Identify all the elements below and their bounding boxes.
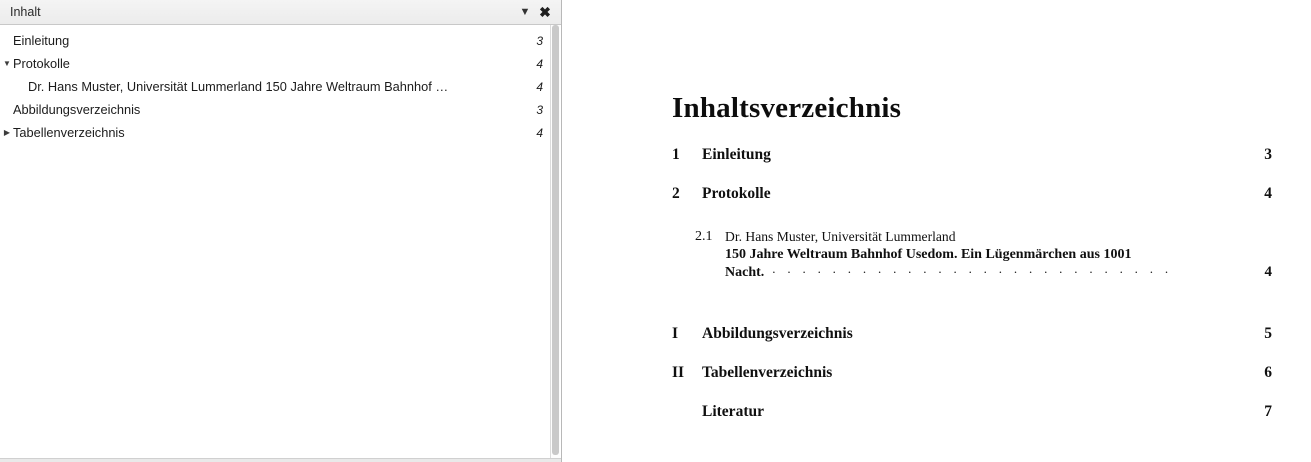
toc-subentry-body xyxy=(725,229,1272,281)
outline-item-page: 3 xyxy=(536,102,543,117)
toc-entry-page: 4 xyxy=(1264,185,1272,202)
toc-entry-abbildungsverzeichnis[interactable] xyxy=(672,325,1272,343)
toc-subentry-title-line2 xyxy=(725,261,1272,281)
sidebar-scrollbar-thumb[interactable] xyxy=(552,25,559,455)
outline-item-page: 4 xyxy=(536,79,543,94)
document-view[interactable] xyxy=(562,0,1311,462)
toc-entry-page: 3 xyxy=(1264,146,1272,163)
toc-entry-label: Literatur xyxy=(702,403,764,420)
outline-item-abbildungsverzeichnis[interactable] xyxy=(0,98,561,121)
toc-entry-number: 2 xyxy=(672,185,680,202)
sidebar-title: Inhalt xyxy=(10,5,41,19)
outline-item-page: 4 xyxy=(536,56,543,71)
outline-item-label: Protokolle xyxy=(13,56,70,71)
toc-subentry-protokoll[interactable] xyxy=(672,229,1272,281)
disclosure-triangle-icon[interactable]: ▶ xyxy=(3,127,11,137)
toc-entry-einleitung[interactable] xyxy=(672,146,1272,164)
toc-entry-number: II xyxy=(672,364,685,381)
outline-tree[interactable] xyxy=(0,25,561,462)
outline-item-label: Tabellenverzeichnis xyxy=(13,125,125,140)
toc-entry-label: Tabellenverzeichnis xyxy=(702,364,833,381)
toc-subentry-title-line1: 150 Jahre Weltraum Bahnhof Usedom. Ein Lügenmärchen aus 1001 xyxy=(725,247,1132,262)
toc-entry-tabellenverzeichnis[interactable] xyxy=(672,364,1272,382)
sidebar-header xyxy=(0,0,561,25)
outline-item-page: 4 xyxy=(536,125,543,140)
disclosure-triangle-icon[interactable]: ▼ xyxy=(3,58,11,68)
outline-item-label: Einleitung xyxy=(13,33,70,48)
outline-item-protokoll-entry[interactable] xyxy=(0,75,561,98)
chevron-down-icon[interactable]: ▼ xyxy=(519,6,531,18)
outline-item-label: Abbildungsverzeichnis xyxy=(13,102,141,117)
toc-entry-protokolle[interactable] xyxy=(672,185,1272,203)
toc-entry-label: Protokolle xyxy=(702,185,771,202)
toc-entry-page: 6 xyxy=(1264,364,1272,381)
toc-entry-page: 5 xyxy=(1264,325,1272,342)
toc-entry-literatur[interactable] xyxy=(672,403,1272,421)
close-icon[interactable]: ✖ xyxy=(539,3,551,20)
toc-entry-label: Einleitung xyxy=(702,146,771,163)
sidebar-scrollbar[interactable] xyxy=(550,25,560,462)
toc-subentry-number: 2.1 xyxy=(695,229,713,244)
toc-subentry-author: Dr. Hans Muster, Universität Lummerland xyxy=(725,229,956,244)
outline-item-einleitung[interactable] xyxy=(0,29,561,52)
outline-item-protokolle[interactable] xyxy=(0,52,561,75)
toc-entry-page: 7 xyxy=(1264,403,1272,420)
toc-entry-number: 1 xyxy=(672,146,680,163)
page-title: Inhaltsverzeichnis xyxy=(672,92,902,124)
toc-subentry-page: 4 xyxy=(1264,264,1272,280)
toc-leader-dots: . . . . . . . . . . . . . . . . . . . . . . . . . . . xyxy=(772,261,1173,276)
outline-item-label: Dr. Hans Muster, Universität Lummerland 150 Jahre Weltraum Bahnhof … xyxy=(28,79,449,94)
outline-item-tabellenverzeichnis[interactable] xyxy=(0,121,561,144)
document-page xyxy=(672,0,1272,421)
toc-entry-label: Abbildungsverzeichnis xyxy=(702,325,853,342)
toc-entry-number: I xyxy=(672,325,679,342)
toc-subentry-title-tail: Nacht. xyxy=(725,265,765,280)
outline-item-page: 3 xyxy=(536,33,543,48)
sidebar-bottom-strip xyxy=(0,458,561,462)
outline-sidebar xyxy=(0,0,562,462)
